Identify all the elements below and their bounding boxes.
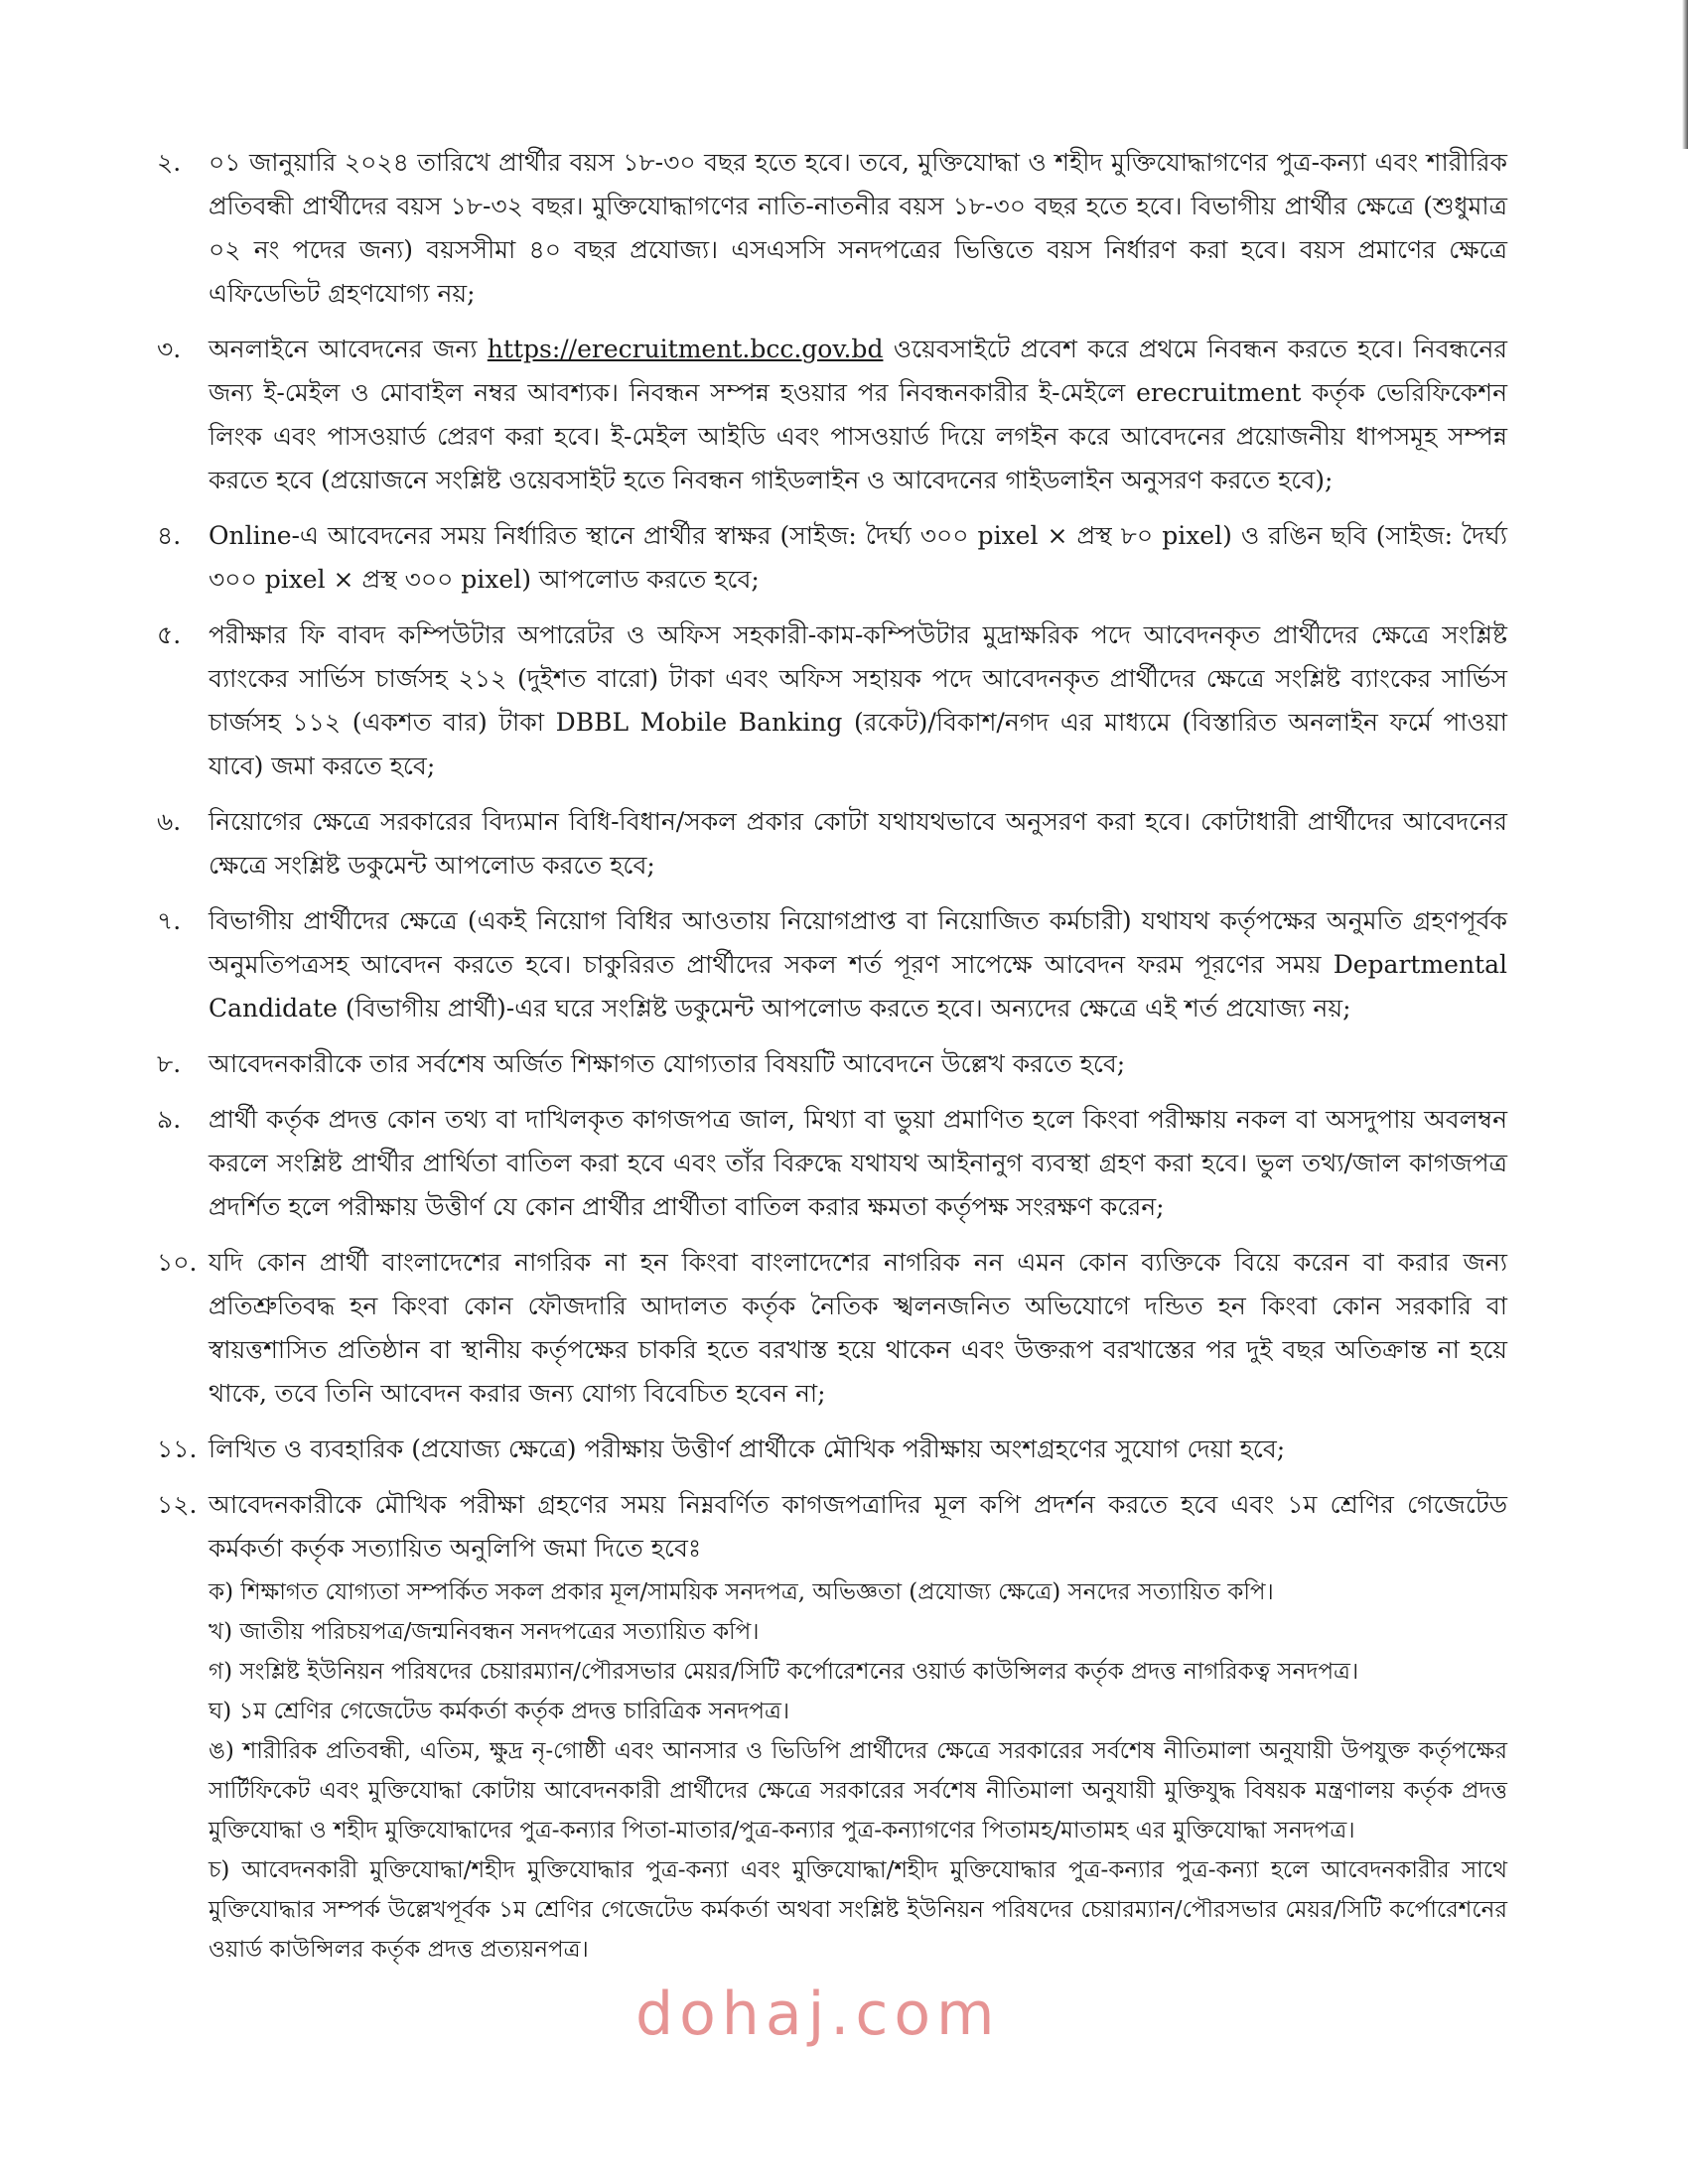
scan-edge-shadow [1682, 0, 1688, 149]
item-text-before-link: অনলাইনে আবেদনের জন্য [209, 335, 488, 363]
item-number: ২. [157, 148, 182, 177]
list-item-8 [157, 1042, 1507, 1086]
list-item-12 [157, 1483, 1507, 1970]
item-text: আবেদনকারীকে মৌখিক পরীক্ষা গ্রহণের সময় নিম্নবর্ণিত কাগজপত্রাদির মূল কপি প্রদর্শন করতে হবে এবং ১ম শ্রেণির গেজেটেড কর্মকর্তা কর্তৃক সত্যায়িত অনুলিপি জমা দিতে হবেঃ [209, 1490, 1507, 1563]
list-item-6 [157, 800, 1507, 887]
item-text [209, 328, 1507, 502]
item-number: ১২. [157, 1490, 198, 1519]
item-text: পরীক্ষার ফি বাবদ কম্পিউটার অপারেটর ও অফিস সহকারী-কাম-কম্পিউটার মুদ্রাক্ষরিক পদে আবেদনকৃত প্রার্থীদের ক্ষেত্রে সংশ্লিষ্ট ব্যাংকের সার্ভিস চার্জসহ ২১২ (দুইশত বারো) টাকা এবং অফিস সহায়ক পদে আবেদনকৃত প্রার্থীদের ক্ষেত্রে সংশ্লিষ্ট ব্যাংকের সার্ভিস চার্জসহ ১১২ (একশত বার) টাকা DBBL Mobile Banking (রকেট)/বিকাশ/নগদ এর মাধ্যমে (বিস্তারিত অনলাইন ফর্মে পাওয়া যাবে) জমা করতে হবে; [209, 620, 1507, 780]
item-text-after-link: ওয়েবসাইটে প্রবেশ করে প্রথমে নিবন্ধন করতে হবে। নিবন্ধনের জন্য ই-মেইল ও মোবাইল নম্বর আবশ্যক। নিবন্ধন সম্পন্ন হওয়ার পর নিবন্ধনকারীর ই-মেইলে erecruitment কর্তৃক ভেরিফিকেশন লিংক এবং পাসওয়ার্ড প্রেরণ করা হবে। ই-মেইল আইডি এবং পাসওয়ার্ড দিয়ে লগইন করে আবেদনের প্রয়োজনীয় ধাপসমূহ সম্পন্ন করতে হবে (প্রয়োজনে সংশ্লিষ্ট ওয়েবসাইট হতে নিবন্ধন গাইডলাইন ও আবেদনের গাইডলাইন অনুসরণ করতে হবে); [209, 335, 1508, 494]
item-number: ৭. [157, 906, 182, 935]
item-text: Online-এ আবেদনের সময় নির্ধারিত স্থানে প্রার্থীর স্বাক্ষর (সাইজ: দৈর্ঘ্য ৩০০ pixel × প্রস্থ ৮০ pixel) ও রঙিন ছবি (সাইজ: দৈর্ঘ্য ৩০০ pixel × প্রস্থ ৩০০ pixel) আপলোড করতে হবে; [209, 521, 1507, 594]
item-number: ৬. [157, 807, 182, 836]
item-number: ৫. [157, 620, 182, 649]
list-item-7 [157, 899, 1507, 1030]
list-item-11 [157, 1428, 1507, 1471]
document-sublist [209, 1572, 1507, 1970]
subitem-uma: ঙ) শারীরিক প্রতিবন্ধী, এতিম, ক্ষুদ্র নৃ-গোষ্ঠী এবং আনসার ও ভিডিপি প্রার্থীদের ক্ষেত্রে সরকারের সর্বশেষ নীতিমালা অনুযায়ী উপযুক্ত কর্তৃপক্ষের সার্টিফিকেট এবং মুক্তিযোদ্ধা কোটায় আবেদনকারী প্রার্থীদের ক্ষেত্রে সরকারের সর্বশেষ নীতিমালা অনুযায়ী মুক্তিযুদ্ধ বিষয়ক মন্ত্রণালয় কর্তৃক প্রদত্ত মুক্তিযোদ্ধা ও শহীদ মুক্তিযোদ্ধাদের পুত্র-কন্যার পিতা-মাতার/পুত্র-কন্যার পুত্র-কন্যাগণের পিতামহ/মাতামহ এর মুক্তিযোদ্ধা সনদপত্র। [209, 1738, 1507, 1843]
item-text: ০১ জানুয়ারি ২০২৪ তারিখে প্রার্থীর বয়স ১৮-৩০ বছর হতে হবে। তবে, মুক্তিযোদ্ধা ও শহীদ মুক্তিযোদ্ধাগণের পুত্র-কন্যা এবং শারীরিক প্রতিবন্ধী প্রার্থীদের বয়স ১৮-৩২ বছর। মুক্তিযোদ্ধাগণের নাতি-নাতনীর বয়স ১৮-৩০ বছর হতে হবে। বিভাগীয় প্রার্থীর ক্ষেত্রে (শুধুমাত্র ০২ নং পদের জন্য) বয়সসীমা ৪০ বছর প্রযোজ্য। এসএসসি সনদপত্রের ভিত্তিতে বয়স নির্ধারণ করা হবে। বয়স প্রমাণের ক্ষেত্রে এফিডেভিট গ্রহণযোগ্য নয়; [209, 148, 1507, 308]
subitem-kha: খ) জাতীয় পরিচয়পত্র/জন্মনিবন্ধন সনদপত্রের সত্যায়িত কপি। [209, 1619, 760, 1645]
website-link[interactable]: https://erecruitment.bcc.gov.bd [487, 335, 884, 363]
item-text: লিখিত ও ব্যবহারিক (প্রযোজ্য ক্ষেত্রে) পরীক্ষায় উত্তীর্ণ প্রার্থীকে মৌখিক পরীক্ষায় অংশগ্রহণের সুযোগ দেয়া হবে; [209, 1434, 1286, 1463]
item-number: ৯. [157, 1105, 182, 1134]
item-number: ৪. [157, 521, 182, 550]
subitem-ga: গ) সংশ্লিষ্ট ইউনিয়ন পরিষদের চেয়ারম্যান/পৌরসভার মেয়র/সিটি কর্পোরেশনের ওয়ার্ড কাউন্সিলর কর্তৃক প্রদত্ত নাগরিকত্ব সনদপত্র। [209, 1659, 1359, 1685]
item-number: ৩. [157, 335, 182, 363]
item-text: বিভাগীয় প্রার্থীদের ক্ষেত্রে (একই নিয়োগ বিধির আওতায় নিয়োগপ্রাপ্ত বা নিয়োজিত কর্মচারী) যথাযথ কর্তৃপক্ষের অনুমতি গ্রহণপূর্বক অনুমতিপত্রসহ আবেদন করতে হবে। চাকুরিরত প্রার্থীদের সকল শর্ত পূরণ সাপেক্ষে আবেদন ফরম পূরণের সময় Departmental Candidate (বিভাগীয় প্রার্থী)-এর ঘরে সংশ্লিষ্ট ডকুমেন্ট আপলোড করতে হবে। অন্যদের ক্ষেত্রে এই শর্ত প্রযোজ্য নয়; [209, 906, 1507, 1023]
item-text: নিয়োগের ক্ষেত্রে সরকারের বিদ্যমান বিধি-বিধান/সকল প্রকার কোটা যথাযথভাবে অনুসরণ করা হবে। কোটাধারী প্রার্থীদের আবেদনের ক্ষেত্রে সংশ্লিষ্ট ডকুমেন্ট আপলোড করতে হবে; [209, 807, 1507, 880]
item-number: ১১. [157, 1434, 198, 1463]
list-item-4 [157, 514, 1507, 602]
list-item-5 [157, 614, 1507, 788]
item-number: ১০. [157, 1248, 198, 1277]
subitem-cha: চ) আবেদনকারী মুক্তিযোদ্ধা/শহীদ মুক্তিযোদ্ধার পুত্র-কন্যা এবং মুক্তিযোদ্ধা/শহীদ মুক্তিযোদ্ধার পুত্র-কন্যার পুত্র-কন্যা হলে আবেদনকারীর সাথে মুক্তিযোদ্ধার সম্পর্ক উল্লেখপূর্বক ১ম শ্রেণির গেজেটেড কর্মকর্তা অথবা সংশ্লিষ্ট ইউনিয়ন পরিষদের চেয়ারম্যান/পৌরসভার মেয়র/সিটি কর্পোরেশনের ওয়ার্ড কাউন্সিলর কর্তৃক প্রদত্ত প্রত্যয়নপত্র। [209, 1857, 1507, 1963]
item-text: আবেদনকারীকে তার সর্বশেষ অর্জিত শিক্ষাগত যোগ্যতার বিষয়টি আবেদনে উল্লেখ করতে হবে; [209, 1049, 1126, 1078]
list-item-9 [157, 1098, 1507, 1229]
item-number: ৮. [157, 1049, 182, 1078]
list-item-2 [157, 141, 1507, 316]
terms-list [157, 141, 1507, 1970]
item-text: যদি কোন প্রার্থী বাংলাদেশের নাগরিক না হন কিংবা বাংলাদেশের নাগরিক নন এমন কোন ব্যক্তিকে বিয়ে করেন বা করার জন্য প্রতিশ্রুতিবদ্ধ হন কিংবা কোন ফৌজদারি আদালত কর্তৃক নৈতিক স্খলনজনিত অভিযোগে দন্ডিত হন কিংবা কোন সরকারি বা স্বায়ত্তশাসিত প্রতিষ্ঠান বা স্থানীয় কর্তৃপক্ষের চাকরি হতে বরখাস্ত হয়ে থাকেন এবং উক্তরূপ বরখাস্তের পর দুই বছর অতিক্রান্ত না হয়ে থাকে, তবে তিনি আবেদন করার জন্য যোগ্য বিবেচিত হবেন না; [209, 1248, 1507, 1408]
item-text: প্রার্থী কর্তৃক প্রদত্ত কোন তথ্য বা দাখিলকৃত কাগজপত্র জাল, মিথ্যা বা ভুয়া প্রমাণিত হলে কিংবা পরীক্ষায় নকল বা অসদুপায় অবলম্বন করলে সংশ্লিষ্ট প্রার্থীর প্রার্থিতা বাতিল করা হবে এবং তাঁর বিরুদ্ধে যথাযথ আইনানুগ ব্যবস্থা গ্রহণ করা হবে। ভুল তথ্য/জাল কাগজপত্র প্রদর্শিত হলে পরীক্ষায় উত্তীর্ণ যে কোন প্রার্থীর প্রার্থীতা বাতিল করার ক্ষমতা কর্তৃপক্ষ সংরক্ষণ করেন; [209, 1105, 1507, 1221]
subitem-gha: ঘ) ১ম শ্রেণির গেজেটেড কর্মকর্তা কর্তৃক প্রদত্ত চারিত্রিক সনদপত্র। [209, 1699, 790, 1724]
list-item-3 [157, 328, 1507, 502]
site-watermark: dohaj.com [635, 1979, 1001, 2049]
item-body [209, 1483, 1507, 1970]
list-item-10 [157, 1241, 1507, 1416]
subitem-ka: ক) শিক্ষাগত যোগ্যতা সম্পর্কিত সকল প্রকার মূল/সাময়িক সনদপত্র, অভিজ্ঞতা (প্রযোজ্য ক্ষেত্রে) সনদের সত্যায়িত কপি। [209, 1579, 1274, 1605]
